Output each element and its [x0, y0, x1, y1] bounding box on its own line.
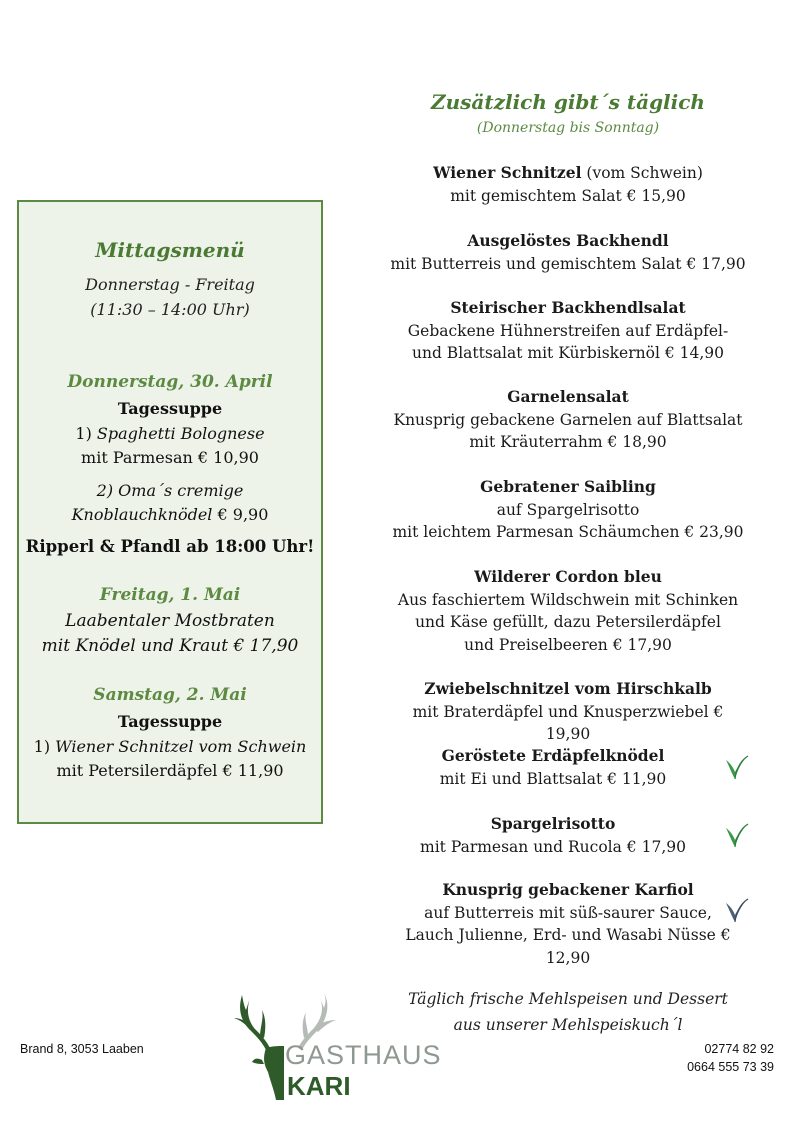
dish-line: mit Kräuterrahm € 18,90	[469, 433, 667, 451]
dish-line: und Preiselbeeren € 17,90	[464, 635, 672, 654]
thursday-option1-price: mit Parmesan € 10,90	[81, 448, 259, 467]
saturday-option1-dish: Wiener Schnitzel vom Schwein	[55, 737, 307, 756]
thursday-option2-dish: Knoblauchknödel	[71, 505, 213, 524]
dish-line: Gebackene Hühnerstreifen auf Erdäpfel-	[407, 321, 729, 340]
vegetarian-leaf-icon	[722, 752, 752, 782]
dish-line: auf Spargelrisotto	[496, 500, 640, 519]
thursday-option2-price-line	[19, 505, 321, 524]
dish-name: Knusprig gebackener Karfiol	[442, 880, 694, 899]
dish-cordon-bleu	[388, 566, 748, 656]
dish-line: mit Braterdäpfel und Knusperzwiebel € 19,90	[412, 702, 724, 743]
dessert-note-line1: Täglich frische Mehlspeisen und Dessert	[408, 990, 728, 1008]
saturday-option1	[19, 737, 321, 756]
dish-erdaepfelknoedel	[388, 745, 718, 790]
saturday-option1-prefix: 1)	[33, 737, 56, 756]
dish-line: Knusprig gebackene Garnelen auf Blattsalat	[393, 410, 743, 429]
friday-dish: Laabentaler Mostbraten	[65, 611, 275, 631]
dish-name: Spargelrisotto	[490, 814, 616, 833]
vegan-leaf-icon	[722, 895, 752, 925]
vegetarian-leaf-icon	[722, 820, 752, 850]
dish-name-suffix: (vom Schwein)	[581, 164, 703, 182]
dish-name: Geröstete Erdäpfelknödel	[441, 746, 665, 765]
dish-name: Wilderer Cordon bleu	[474, 567, 662, 586]
phone-mobile: 0664 555 73 39	[687, 1060, 774, 1074]
dish-karfiol	[388, 879, 748, 969]
logo-wordmark-line2: KARI	[287, 1071, 351, 1101]
dish-line: mit leichtem Parmesan Schäumchen € 23,90	[392, 523, 744, 541]
thursday-option2-price: € 9,90	[212, 505, 269, 524]
phone-landline: 02774 82 92	[704, 1042, 774, 1056]
dessert-note-line2: aus unserer Mehlspeiskuch´l	[453, 1016, 683, 1034]
dish-line: Aus faschiertem Wildschwein mit Schinken	[397, 590, 739, 609]
dish-garnelensalat	[388, 386, 748, 454]
dish-zwiebelschnitzel	[388, 678, 748, 746]
dish-name: Wiener Schnitzel	[433, 163, 582, 182]
daily-menu-subtitle: (Donnerstag bis Sonntag)	[476, 120, 660, 136]
thursday-option1-dish: Spaghetti Bolognese	[96, 424, 265, 443]
dish-backhendlsalat	[388, 297, 748, 365]
dish-name: Ausgelöstes Backhendl	[467, 231, 669, 250]
saturday-heading: Samstag, 2. Mai	[93, 685, 247, 705]
saturday-soup: Tagessuppe	[117, 712, 223, 731]
address: Brand 8, 3053 Laaben	[20, 1042, 144, 1056]
dish-backhendl	[388, 230, 748, 275]
lunch-menu-box	[17, 200, 323, 824]
dish-line: mit gemischtem Salat € 15,90	[450, 186, 686, 205]
dish-line: auf Butterreis mit süß-saurer Sauce,	[424, 903, 712, 922]
saturday-option1-price: mit Petersilerdäpfel € 11,90	[56, 761, 284, 780]
thursday-soup: Tagessuppe	[117, 399, 223, 418]
thursday-heading: Donnerstag, 30. April	[67, 372, 273, 392]
dish-line: Lauch Julienne, Erd- und Wasabi Nüsse € 12,90	[405, 926, 731, 967]
dish-line: mit Parmesan und Rucola € 17,90	[420, 837, 686, 856]
thursday-evening-note: Ripperl & Pfandl ab 18:00 Uhr!	[25, 537, 315, 556]
dish-wiener-schnitzel	[388, 162, 748, 207]
dish-line: mit Ei und Blattsalat € 11,90	[439, 769, 667, 788]
friday-dish-price: mit Knödel und Kraut € 17,90	[41, 636, 299, 656]
dish-spargelrisotto	[388, 813, 718, 858]
thursday-option1	[19, 424, 321, 443]
dish-line: und Käse gefüllt, dazu Petersilerdäpfel	[415, 613, 721, 631]
lunch-title: Mittagsmenü	[95, 238, 245, 262]
dish-name: Gebratener Saibling	[480, 477, 656, 496]
dish-name: Zwiebelschnitzel vom Hirschkalb	[424, 679, 712, 698]
dish-name: Steirischer Backhendlsalat	[450, 298, 686, 317]
logo-wordmark-line1: GASTHAUS	[285, 1040, 442, 1070]
lunch-hours: (11:30 – 14:00 Uhr)	[90, 300, 250, 319]
thursday-option2	[19, 481, 321, 500]
dish-line: und Blattsalat mit Kürbiskernöl € 14,90	[411, 344, 725, 362]
thursday-option2-line1: 2) Oma´s cremige	[96, 481, 244, 500]
dish-name: Garnelensalat	[507, 387, 629, 406]
lunch-days: Donnerstag - Freitag	[85, 275, 255, 294]
friday-heading: Freitag, 1. Mai	[99, 585, 241, 605]
daily-menu-title: Zusätzlich gibt´s täglich	[431, 90, 705, 114]
dish-line: mit Butterreis und gemischtem Salat € 17,90	[390, 254, 746, 273]
dish-saibling	[388, 476, 748, 544]
thursday-option1-prefix: 1)	[75, 424, 97, 443]
